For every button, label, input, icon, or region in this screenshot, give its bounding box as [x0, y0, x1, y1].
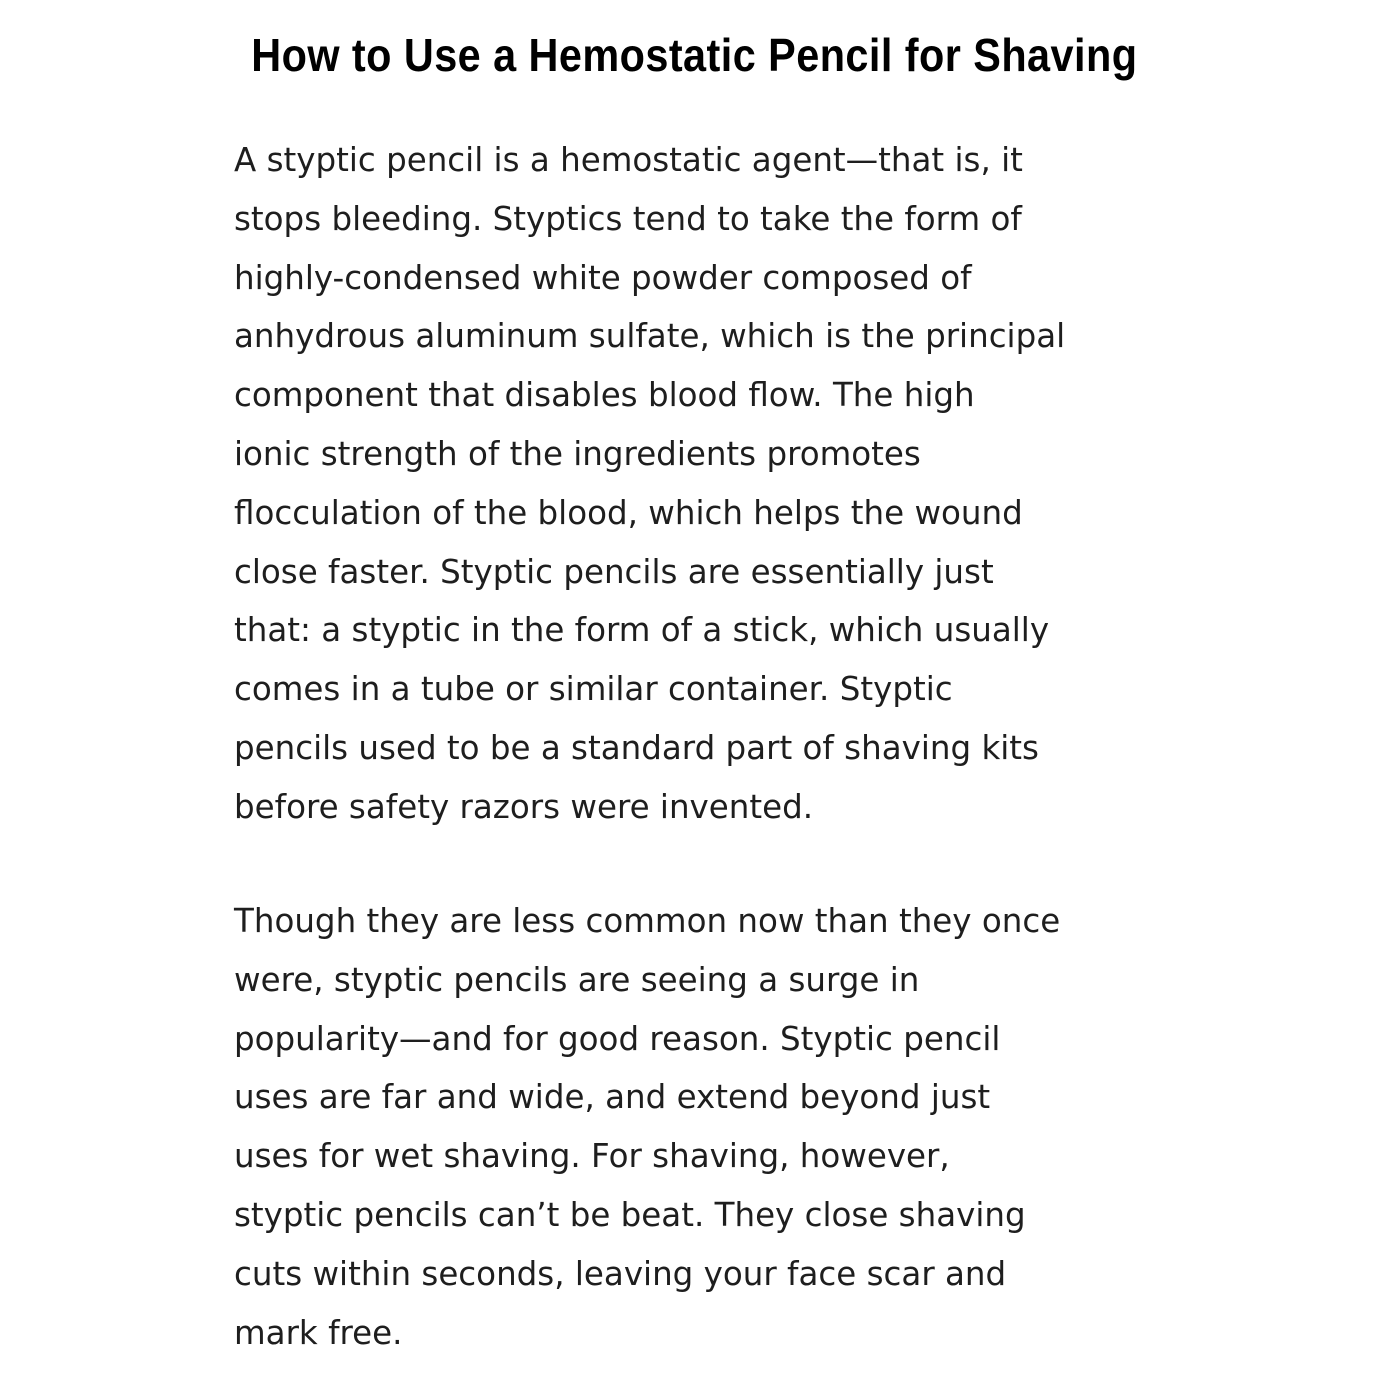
text-line: cuts within seconds, leaving your face scar and — [234, 1254, 1007, 1293]
text-line: close faster. Styptic pencils are essentially just — [234, 552, 994, 591]
text-line: pencils used to be a standard part of shaving kits — [234, 728, 1039, 767]
text-line: highly-condensed white powder composed of — [234, 258, 972, 297]
text-line: component that disables blood flow. The high — [234, 376, 975, 415]
paragraph-1 — [234, 131, 1065, 837]
text-line: ionic strength of the ingredients promotes — [234, 434, 921, 473]
text-line: stops bleeding. Styptics tend to take the form of — [234, 199, 1022, 238]
paragraph-2 — [234, 892, 1060, 1362]
text-line: popularity—and for good reason. Styptic pencil — [234, 1019, 1001, 1058]
text-line: before safety razors were invented. — [234, 787, 814, 826]
text-line: flocculation of the blood, which helps the wound — [234, 493, 1023, 532]
text-line: styptic pencils can’t be beat. They close shaving — [234, 1195, 1026, 1234]
page-title: How to Use a Hemostatic Pencil for Shaving — [251, 29, 1138, 81]
text-line: uses are far and wide, and extend beyond just — [234, 1078, 991, 1117]
text-line: Though they are less common now than they once — [234, 902, 1061, 940]
title-container — [0, 28, 1389, 82]
text-line: mark free. — [234, 1313, 403, 1352]
text-line: were, styptic pencils are seeing a surge in — [234, 960, 920, 999]
text-line: anhydrous aluminum sulfate, which is the principal — [234, 317, 1066, 356]
text-line: that: a styptic in the form of a stick, which usually — [234, 611, 1050, 650]
text-line: comes in a tube or similar container. Styptic — [234, 670, 953, 709]
text-line: A styptic pencil is a hemostatic agent—that is, it — [234, 141, 1023, 179]
text-line: uses for wet shaving. For shaving, however, — [234, 1137, 950, 1176]
